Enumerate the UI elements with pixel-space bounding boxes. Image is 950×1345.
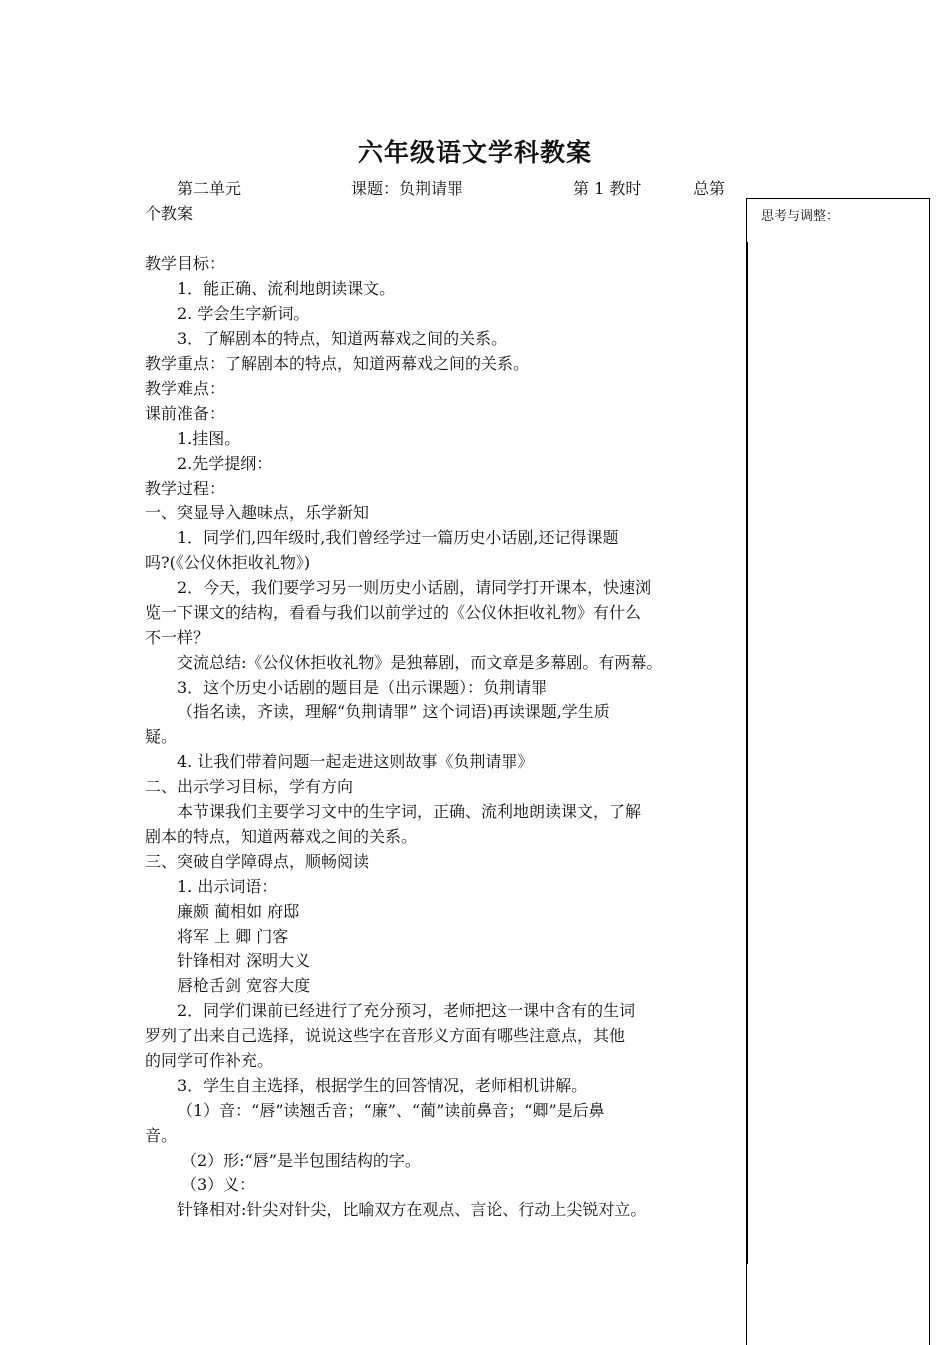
notes-column-label: 思考与调整： xyxy=(761,209,840,224)
body-line: 2.先学提纲： xyxy=(177,454,273,473)
section-heading: 三、突破自学障碍点，顺畅阅读 xyxy=(145,852,370,871)
body-line: 针锋相对:针尖对针尖，比喻双方在观点、言论、行动上尖锐对立。 xyxy=(177,1200,647,1219)
vocab-row: 廉颇 蔺相如 府邸 xyxy=(177,902,300,921)
body-line: 2．同学们课前已经进行了充分预习，老师把这一课中含有的生词 xyxy=(177,1001,636,1020)
body-line: （1）音：“唇”读翘舌音；“廉”、“蔺”读前鼻音；“卿”是后鼻 xyxy=(177,1101,605,1120)
body-line: 交流总结:《公仪休拒收礼物》是独幕剧，而文章是多幕剧。有两幕。 xyxy=(177,653,663,672)
body-line: 疑。 xyxy=(145,727,178,746)
body-line: 1. 出示词语： xyxy=(177,877,278,896)
topic-label: 课题：负荆请罪 xyxy=(351,179,464,198)
body-line: 教学目标： xyxy=(145,254,226,273)
body-line: 教学过程： xyxy=(145,479,226,498)
body-line: 2．今天，我们要学习另一则历史小话剧，请同学打开课本，快速浏 xyxy=(177,578,652,597)
body-line: 吗?(《公仪休拒收礼物》) xyxy=(145,553,311,572)
body-line: 剧本的特点，知道两幕戏之间的关系。 xyxy=(145,827,418,846)
body-line: 1.挂图。 xyxy=(177,429,241,448)
body-line: 1．同学们,四年级时,我们曾经学过一篇历史小话剧,还记得课题 xyxy=(177,528,619,547)
body-line: 3．学生自主选择，根据学生的回答情况，老师相机讲解。 xyxy=(177,1076,588,1095)
document-title: 六年级语文学科教案 xyxy=(357,138,592,167)
body-line: 音。 xyxy=(145,1126,178,1145)
notes-column xyxy=(746,198,930,1345)
body-line: 3．了解剧本的特点，知道两幕戏之间的关系。 xyxy=(177,329,508,348)
body-line: 4. 让我们带着问题一起走进这则故事《负荆请罪》 xyxy=(177,752,534,771)
body-line: 的同学可作补充。 xyxy=(145,1051,274,1070)
vocab-row: 唇枪舌剑 宽容大度 xyxy=(177,976,311,995)
period-label: 第 1 教时 xyxy=(573,179,642,198)
notes-column-inner-border xyxy=(746,242,748,1264)
total-label: 总第 xyxy=(693,179,726,198)
body-line: 罗列了出来自己选择，说说这些字在音形义方面有哪些注意点，其他 xyxy=(145,1026,626,1045)
body-line: （指名读，齐读，理解“负荆请罪” 这个词语)再读课题,学生质 xyxy=(177,702,610,721)
body-line: 课前准备： xyxy=(145,404,226,423)
section-heading: 二、出示学习目标，学有方向 xyxy=(145,777,354,796)
body-line: 3．这个历史小话剧的题目是（出示课题）：负荆请罪 xyxy=(177,678,548,697)
vocab-row: 将军 上 卿 门客 xyxy=(177,927,289,946)
body-line: 教学重点：了解剧本的特点，知道两幕戏之间的关系。 xyxy=(145,354,530,373)
total-label-cont: 个教案 xyxy=(145,204,194,223)
body-line: 本节课我们主要学习文中的生字词，正确、流利地朗读课文，了解 xyxy=(177,802,642,821)
body-line: （2）形:“唇”是半包围结构的字。 xyxy=(181,1151,421,1170)
section-heading: 一、突显导入趣味点，乐学新知 xyxy=(145,503,370,522)
unit-label: 第二单元 xyxy=(177,179,242,198)
body-line: 览一下课文的结构，看看与我们以前学过的《公仪休拒收礼物》有什么 xyxy=(145,603,642,622)
body-line: 教学难点： xyxy=(145,379,226,398)
body-line: 2. 学会生字新词。 xyxy=(177,304,310,323)
vocab-row: 针锋相对 深明大义 xyxy=(177,951,311,970)
body-line: 不一样？ xyxy=(145,628,210,647)
body-line: （3）义： xyxy=(181,1175,256,1194)
body-line: 1．能正确、流利地朗读课文。 xyxy=(177,279,396,298)
